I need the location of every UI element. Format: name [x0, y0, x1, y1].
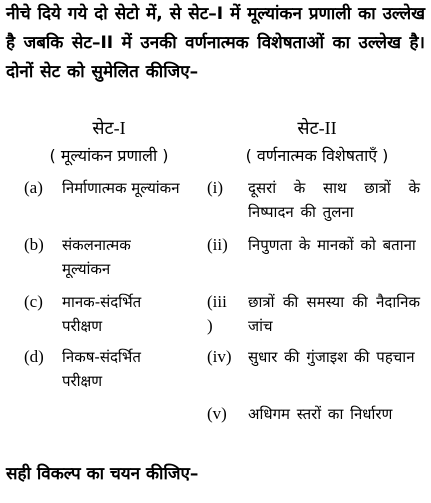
set-1-item-a-label: (a) [24, 178, 43, 197]
set-1-item-d-label: (d) [24, 347, 44, 366]
set-1-item-d-text: निकष-संदर्भित परीक्षण [62, 348, 141, 390]
set-headers [0, 114, 431, 170]
set-2-item-iv-text: सुधार की गुंजाइश की पहचान [248, 348, 415, 366]
set-2-item-i-text: दूसरां के साथ छात्रों के निष्पादन की तुलना [248, 179, 420, 221]
set-1-item-b-text: संकलनात्मक मूल्यांकन [62, 236, 131, 278]
set-2-header [208, 114, 426, 170]
set-1-item-a-text: निर्माणात्मक मूल्यांकन [62, 179, 180, 197]
set-2-item-iv-label: (iv) [207, 347, 232, 366]
set-2-item-iii-label: (iii ) [207, 292, 227, 335]
choose-option-prompt: सही विकल्प का चयन कीजिए– [6, 464, 199, 484]
set-1-subtitle: ( मूल्यांकन प्रणाली ) [49, 146, 169, 165]
set-1-item-b-label: (b) [24, 235, 44, 254]
set-1-header [24, 114, 194, 170]
set-2-subtitle: ( वर्णनात्मक विशेषताएँ ) [245, 146, 389, 165]
set-1-title: सेट-I [92, 118, 126, 138]
set-2-item-ii-text: निपुणता के मानकों को बताना [248, 236, 416, 254]
question-instruction: नीचे दिये गये दो सेटो में, से सेट–I में मूल्यांकन प्रणाली का उल्लेख है जबकि सेट–II में उनकी वर्णनात्मक विशेषताओं का उल्लेख है। दोनों सेट को सुमेलित कीजिए– [6, 4, 425, 82]
set-2-item-i-label: (i) [207, 178, 224, 197]
set-2-item-v-label: (v) [207, 404, 227, 423]
set-2-item-v-text: अधिगम स्तरों का निर्धारण [248, 405, 393, 423]
set-1-item-c-label: (c) [24, 292, 43, 311]
set-2-item-iii-text: छात्रों की समस्या की नैदानिक जांच [248, 293, 420, 335]
set-2-item-ii-label: (ii) [207, 235, 228, 254]
set-1-item-c-text: मानक-संदर्भित परीक्षण [62, 293, 142, 335]
set-2-title: सेट-II [297, 118, 337, 138]
